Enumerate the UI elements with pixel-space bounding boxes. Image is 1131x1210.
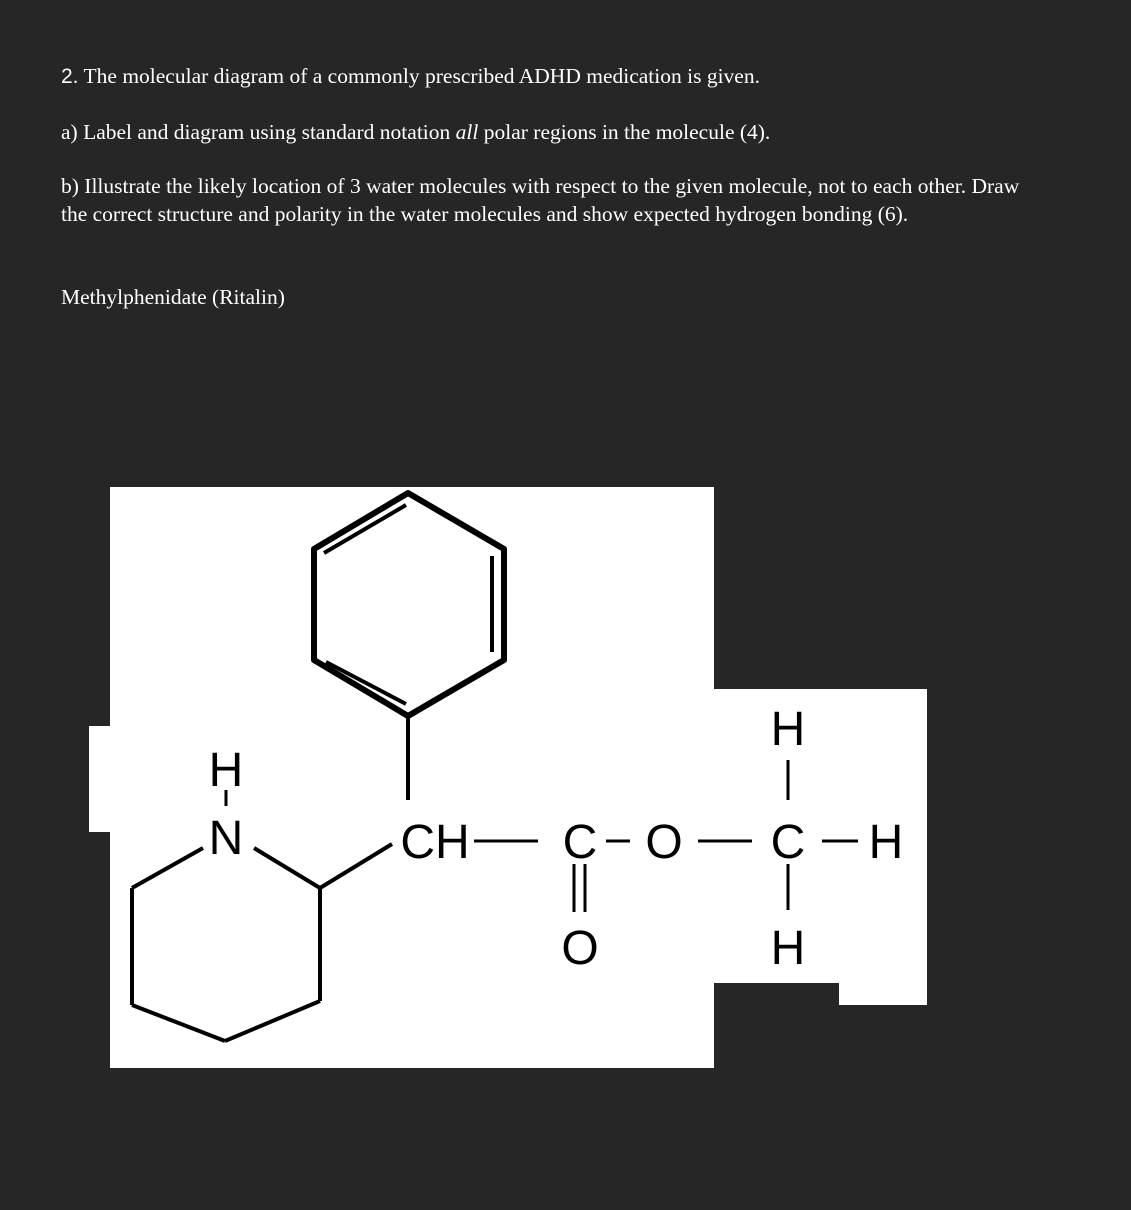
part-a-emphasis: all — [455, 120, 479, 144]
question-number: 2. — [61, 65, 79, 88]
figure-panel-left — [89, 726, 119, 832]
question-stem: The molecular diagram of a commonly prescribed ADHD medication is given. — [83, 64, 760, 88]
methyl-c-label: C — [770, 816, 806, 869]
amine-n-label: N — [208, 812, 244, 865]
figure-panel-main — [110, 487, 714, 1068]
figure-panel-right-tab — [839, 980, 927, 1005]
methyl-h-bottom-label: H — [770, 922, 806, 975]
carbonyl-o-label: O — [561, 922, 599, 975]
part-a-prefix: a) Label and diagram using standard notation — [61, 120, 456, 144]
ester-o-label: O — [645, 816, 683, 869]
amine-h-label: H — [208, 744, 244, 797]
part-a-suffix: polar regions in the molecule (4). — [478, 120, 771, 144]
question-part-b: b) Illustrate the likely location of 3 water molecules with respect to the given molecule, not to each other. Draw the correct structure and polarity in the water molecules and show expected hydrogen bonding (6). — [61, 174, 1020, 226]
carbonyl-c-label: C — [562, 816, 598, 869]
ch-label: CH — [400, 816, 470, 869]
methyl-h-top-label: H — [770, 703, 806, 756]
methyl-h-right-label: H — [868, 816, 904, 869]
molecule-caption: Methylphenidate (Ritalin) — [61, 285, 285, 309]
